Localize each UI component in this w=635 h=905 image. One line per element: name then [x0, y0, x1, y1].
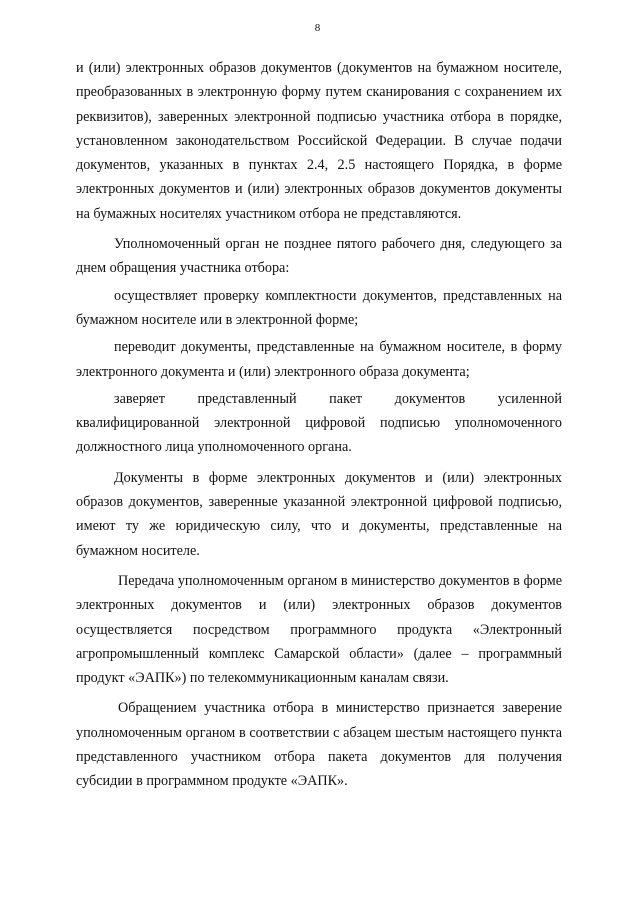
paragraph-application-recognized: Обращением участника отбора в министерство признается заверение уполномоченным органом в соответствии с абзацем шестым настоящего пункта представленного участником отбора пакета документов для получения субсидии в программном продукте «ЭАПК».	[76, 700, 562, 790]
paragraph-check-completeness: осуществляет проверку комплектности документов, представленных на бумажном носителе или в электронной форме;	[76, 287, 562, 328]
paragraph-transfer: Передача уполномоченным органом в министерство документов в форме электронных документов и (или) электронных образов документов осуществляется посредством программного продукта «Электронный агропромышленный комплекс Самарской области» (далее – программный продукт «ЭАПК») по телекоммуникационным каналам связи.	[76, 572, 562, 687]
page-number: 8	[314, 22, 321, 34]
paragraph-convert-documents: переводит документы, представленные на бумажном носителе, в форму электронного документа и (или) электронного образа документа;	[76, 339, 562, 380]
document-body	[76, 56, 562, 794]
paragraph-authorized-body: Уполномоченный орган не позднее пятого рабочего дня, следующего за днем обращения участника отбора:	[76, 236, 562, 277]
paragraph-certify-package: заверяет представленный пакет документов усиленной квалифицированной электронной цифровой подписью уполномоченного должностного лица уполномоченного органа.	[76, 390, 562, 456]
paragraph-legal-force: Документы в форме электронных документов и (или) электронных образов документов, заверенные указанной электронной цифровой подписью, имеют ту же юридическую силу, что и документы, представленные на бумажном носителе.	[76, 469, 562, 559]
paragraph-continuation: и (или) электронных образов документов (документов на бумажном носителе, преобразованных в электронную форму путем сканирования с сохранением их реквизитов), заверенных электронной подписью участника отбора в порядке, установленном законодательством Российской Федерации. В случае подачи документов, указанных в пунктах 2.4, 2.5 настоящего Порядка, в форме электронных документов и (или) электронных образов документов документы на бумажных носителях участником отбора не представляются.	[76, 60, 562, 222]
